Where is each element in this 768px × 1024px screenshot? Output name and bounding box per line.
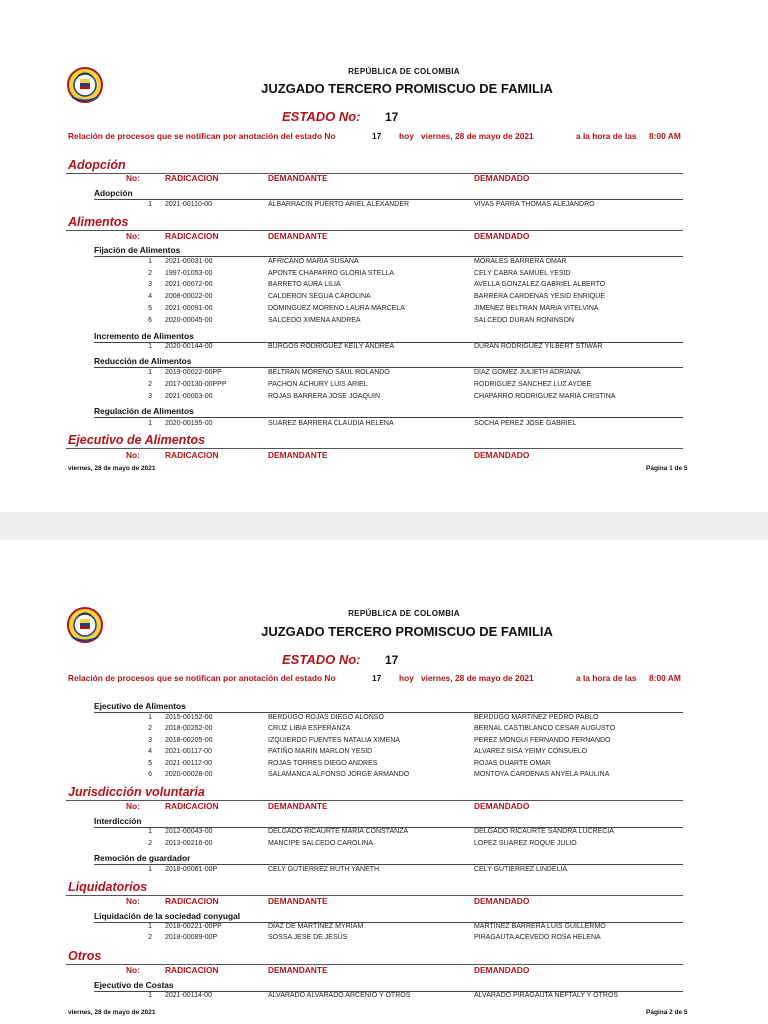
row-demandante: BELTRAN MORENO SAUL ROLANDO [268,369,390,376]
row-radicacion: 2013-00216-00 [165,840,213,847]
row-radicacion: 2017-00130-00PPP [165,381,227,388]
row-radicacion: 2020-00195-00 [165,420,213,427]
row-demandado: MONTOYA CARDENAS ANYELA PAULINA [474,771,610,778]
subcategory-divider [94,256,683,257]
relation-text: Relación de procesos que se notifican por anotación del estado No [68,131,336,141]
estado-label: ESTADO No: [282,652,361,667]
category-divider [66,800,683,801]
row-demandado: RODRIGUEZ SANCHEZ LUZ AYDEE [474,381,592,388]
row-number: 1 [148,923,152,930]
footer-date: viernes, 28 de mayo de 2021 [68,1009,156,1016]
row-number: 2 [148,725,152,732]
row-demandado: SOCHA PEREZ JOSE GABRIEL [474,420,577,427]
row-number: 2 [148,381,152,388]
subcategory-title: Ejecutivo de Alimentos [94,701,186,711]
subcategory-title: Interdicción [94,816,142,826]
footer-page: Página 2 de 5 [646,1009,688,1016]
category-divider [66,964,683,965]
category-title: Otros [68,949,102,963]
col-header-radicacion: RADICACION [165,965,219,975]
row-number: 1 [148,343,152,350]
row-demandante: DOMINGUEZ MORENO LAURA MARCELA [268,305,405,312]
row-radicacion: 1997-01053-00 [165,270,213,277]
col-header-demandante: DEMANDANTE [268,173,328,183]
col-header-demandante: DEMANDANTE [268,231,328,241]
row-radicacion: 2021-00003-00 [165,393,213,400]
hour-value: 8:00 AM [649,131,681,141]
col-header-demandado: DEMANDADO [474,896,530,906]
row-number: 1 [148,369,152,376]
relation-number: 17 [372,673,382,683]
document-page-2 [0,540,768,1024]
row-number: 2 [148,840,152,847]
col-header-no: No: [126,896,140,906]
row-demandante: SOSSA JESE DE JESÚS [268,934,348,941]
row-demandante: IZQUIERDO FUENTES NATALIA XIMENA [268,737,400,744]
row-demandante: CRUZ LIBIA ESPERANZA [268,725,351,732]
subcategory-divider [94,864,683,865]
row-radicacion: 2012-00043-00 [165,828,213,835]
row-demandado: VIVAS PARRA THOMAS ALEJANDRO [474,201,595,208]
row-demandante: MANCIPE SALCEDO CAROLINA [268,840,374,847]
row-demandante: DÍAZ DE MARTÍNEZ MYRIAM [268,923,364,930]
row-radicacion: 2020-00144-00 [165,343,213,350]
relation-number: 17 [372,131,382,141]
row-demandante: SUAREZ BARRERA CLAUDIA HELENA [268,420,394,427]
row-demandado: DÍAZ GÓMEZ JULIETH ADRIANA [474,369,581,376]
row-number: 1 [148,420,152,427]
row-demandante: ALBARRACIN PUERTO ARIEL ALEXANDER [268,201,410,208]
hoy-label: hoy [399,131,414,141]
category-divider [66,230,683,231]
row-demandado: MORALES BARRERA OMAR [474,258,567,265]
court-name: JUZGADO TERCERO PROMISCUO DE FAMILIA [261,81,553,96]
row-demandado: CELY CABRA SAMUEL YESID [474,270,571,277]
category-title: Ejecutivo de Alimentos [68,433,206,447]
row-radicacion: 2018-00205-00 [165,737,213,744]
subcategory-title: Reducción de Alimentos [94,356,192,366]
row-demandante: CALDERON SEGUA CAROLINA [268,293,371,300]
category-title: Alimentos [68,215,129,229]
row-radicacion: 2018-00089-00P [165,934,218,941]
row-demandante: ROJAS BARRERA JOSE JOAQUIN [268,393,381,400]
col-header-no: No: [126,801,140,811]
row-number: 1 [148,992,152,999]
row-number: 2 [148,934,152,941]
row-demandado: AVELLA GONZALEZ GABRIEL ALBERTO [474,281,606,288]
hoy-label: hoy [399,673,414,683]
subcategory-title: Fijación de Alimentos [94,245,181,255]
row-demandante: DELGADO RICAURTE MARIA CONSTANZA [268,828,409,835]
row-radicacion: 2020-00028-00 [165,771,213,778]
subcategory-divider [94,712,683,713]
row-demandado: CHAPARRO RODRIGUEZ MARIA CRISTINA [474,393,616,400]
row-radicacion: 2021-00112-00 [165,760,212,767]
row-demandante: CELY GUTIERREZ RUTH YANETH [268,866,380,873]
row-demandado: PEREZ MONGUI FERNANDO FERNANDO [474,737,611,744]
col-header-no: No: [126,173,140,183]
row-demandado: BERDUGO MARTINEZ PEDRO PABLO [474,714,599,721]
row-number: 2 [148,270,152,277]
row-number: 5 [148,305,152,312]
row-number: 4 [148,748,152,755]
subcategory-divider [94,367,683,368]
footer-date: viernes, 28 de mayo de 2021 [68,465,156,472]
col-header-demandado: DEMANDADO [474,965,530,975]
col-header-demandante: DEMANDANTE [268,896,328,906]
notice-date: viernes, 28 de mayo de 2021 [421,673,534,683]
row-demandado: ALVARADO PIRAGAUTA NEFTALY Y OTROS [474,992,619,999]
row-number: 6 [148,771,152,778]
row-radicacion: 2021-00072-00 [165,281,213,288]
row-demandante: BARRETO AURA LILIA [268,281,341,288]
row-radicacion: 2021-00114-00 [165,992,212,999]
republic-title: REPÚBLICA DE COLOMBIA [348,609,460,618]
row-number: 5 [148,760,152,767]
category-title: Liquidatorios [68,880,148,894]
row-radicacion: 2015-00152-00 [165,714,213,721]
row-number: 1 [148,828,152,835]
hour-label: a la hora de las [576,131,637,141]
footer-page: Página 1 de 5 [646,465,688,472]
subcategory-title: Regulación de Alimentos [94,406,194,416]
row-radicacion: 2018-00221-00PP [165,923,222,930]
estado-number: 17 [385,110,399,124]
col-header-radicacion: RADICACION [165,801,219,811]
row-demandante: SALCEDO XIMENA ANDREA [268,317,361,324]
relation-text: Relación de procesos que se notifican por anotación del estado No [68,673,336,683]
col-header-demandado: DEMANDADO [474,173,530,183]
col-header-radicacion: RADICACION [165,173,219,183]
row-radicacion: 2008-00022-00 [165,293,213,300]
court-name: JUZGADO TERCERO PROMISCUO DE FAMILIA [261,624,553,639]
row-demandante: APONTE CHAPARRO GLORIA STELLA [268,270,394,277]
row-demandante: SALAMANCA ALFONSO JORGE ARMANDO [268,771,410,778]
row-demandado: JIMENEZ BELTRAN MARIA VITELVINA [474,305,599,312]
row-number: 1 [148,201,152,208]
row-demandado: DELGADO RICAURTE SANDRA LUCRECIA [474,828,614,835]
row-demandado: LOPEZ SUAREZ ROQUE JULIO [474,840,577,847]
row-demandado: DURAN RODRIGUEZ YILBERT STIWAR [474,343,603,350]
row-demandado: SALCEDO DURAN RONINSON [474,317,574,324]
category-divider [66,448,683,449]
subcategory-title: Adopción [94,188,133,198]
col-header-radicacion: RADICACION [165,231,219,241]
row-demandado: BERNAL CASTIBLANCO CESAR AUGUSTO [474,725,616,732]
row-demandante: ALVARADO ALVARADO ARCENIO Y OTROS [268,992,411,999]
subcategory-title: Incremento de Alimentos [94,331,194,341]
subcategory-title: Remoción de guardador [94,853,191,863]
col-header-radicacion: RADICACION [165,450,219,460]
subcategory-divider [94,417,683,418]
col-header-demandado: DEMANDADO [474,450,530,460]
col-header-no: No: [126,965,140,975]
row-radicacion: 2018-00061-00P [165,866,218,873]
row-demandado: MARTÍNEZ BARRERA LUIS GUILLERMO [474,923,606,930]
estado-label: ESTADO No: [282,109,361,124]
row-demandado: ROJAS DUARTE OMAR [474,760,551,767]
subcategory-title: Liquidación de la sociedad conyugal [94,911,241,921]
row-number: 1 [148,258,152,265]
col-header-demandado: DEMANDADO [474,231,530,241]
estado-number: 17 [385,653,399,667]
row-radicacion: 2021-00117-00 [165,748,212,755]
row-demandante: BURGOS RODRIGUEZ KEILY ANDREA [268,343,395,350]
row-demandado: ALVAREZ SISA YEIMY CONSUELO [474,748,588,755]
col-header-demandante: DEMANDANTE [268,801,328,811]
republic-title: REPÚBLICA DE COLOMBIA [348,67,460,76]
row-demandante: AFRICANO MARIA SUSANA [268,258,359,265]
col-header-demandante: DEMANDANTE [268,450,328,460]
hour-label: a la hora de las [576,673,637,683]
category-title: Adopción [68,158,126,172]
row-number: 1 [148,714,152,721]
col-header-no: No: [126,231,140,241]
row-number: 4 [148,293,152,300]
row-radicacion: 2021-00110-00 [165,201,212,208]
category-divider [66,173,683,174]
subcategory-divider [94,199,683,200]
row-demandante: PATIÑO MARIN MARLON YESID [268,748,373,755]
row-number: 3 [148,737,152,744]
col-header-no: No: [126,450,140,460]
hour-value: 8:00 AM [649,673,681,683]
row-demandante: ROJAS TORRES DIEGO ANDRES [268,760,378,767]
notice-date: viernes, 28 de mayo de 2021 [421,131,534,141]
row-number: 1 [148,866,152,873]
row-radicacion: 2021-00031-00 [165,258,213,265]
row-radicacion: 2018-00252-00 [165,725,213,732]
row-number: 3 [148,393,152,400]
row-demandante: BERDUGO ROJAS DIEGO ALONSO [268,714,384,721]
col-header-demandado: DEMANDADO [474,801,530,811]
row-radicacion: 2021-00091-00 [165,305,213,312]
row-radicacion: 2019-00022-00PP [165,369,222,376]
row-demandado: BARRERA CARDENAS YESID ENRIQUE [474,293,605,300]
col-header-demandante: DEMANDANTE [268,965,328,975]
row-radicacion: 2020-00045-00 [165,317,213,324]
category-divider [66,895,683,896]
col-header-radicacion: RADICACION [165,896,219,906]
category-title: Jurisdicción voluntaria [68,785,205,799]
subcategory-title: Ejecutivo de Costas [94,980,174,990]
row-demandado: PIRAGAUTA ACEVEDO ROSA HELENA [474,934,601,941]
row-number: 6 [148,317,152,324]
row-demandado: CELY GUTIERREZ LINDELIA [474,866,568,873]
row-demandante: PACHON ACHURY LUIS ARIEL [268,381,368,388]
row-number: 3 [148,281,152,288]
